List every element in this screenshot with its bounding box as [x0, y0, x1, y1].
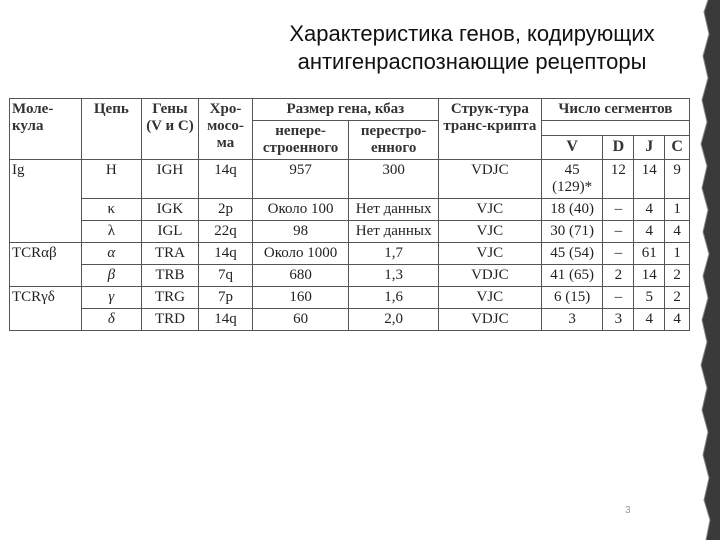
gene-cell: IGL: [141, 221, 199, 243]
seg-v-cell: 30 (71): [541, 221, 603, 243]
header-chain: Цепь: [82, 99, 142, 160]
gene-table-container: [9, 98, 690, 331]
rearranged-cell: 2,0: [349, 309, 438, 331]
table-row: [10, 160, 690, 199]
transcript-cell: VJC: [438, 199, 541, 221]
seg-c-cell: 2: [665, 287, 690, 309]
header-seg-j: J: [634, 136, 665, 160]
chain-cell: H: [82, 160, 142, 199]
seg-j-cell: 14: [634, 160, 665, 199]
table-row: [10, 221, 690, 243]
seg-c-cell: 4: [665, 309, 690, 331]
header-seg-c: C: [665, 136, 690, 160]
header-unrearranged: непере-строенного: [252, 121, 349, 160]
seg-v-cell: 41 (65): [541, 265, 603, 287]
rearranged-cell: 1,6: [349, 287, 438, 309]
chromosome-cell: 14q: [199, 160, 252, 199]
gene-cell: TRD: [141, 309, 199, 331]
seg-c-cell: 1: [665, 199, 690, 221]
seg-v-cell: 45 (129)*: [541, 160, 603, 199]
seg-j-cell: 4: [634, 199, 665, 221]
unrearranged-cell: 160: [252, 287, 349, 309]
header-seg-v: V: [541, 136, 603, 160]
molecule-cell: Ig: [10, 160, 82, 243]
seg-c-cell: 9: [665, 160, 690, 199]
seg-v-cell: 18 (40): [541, 199, 603, 221]
seg-j-cell: 14: [634, 265, 665, 287]
seg-d-cell: –: [603, 221, 634, 243]
seg-d-cell: 2: [603, 265, 634, 287]
header-genes: Гены (V и С): [141, 99, 199, 160]
seg-d-cell: 3: [603, 309, 634, 331]
slide-title: [262, 20, 682, 76]
header-row-1: [10, 99, 690, 121]
molecule-cell: TCRγδ: [10, 287, 82, 331]
chromosome-cell: 2p: [199, 199, 252, 221]
rearranged-cell: Нет данных: [349, 199, 438, 221]
chain-cell: λ: [82, 221, 142, 243]
seg-c-cell: 4: [665, 221, 690, 243]
seg-j-cell: 4: [634, 309, 665, 331]
seg-v-cell: 3: [541, 309, 603, 331]
table-row: [10, 243, 690, 265]
chain-cell: γ: [82, 287, 142, 309]
seg-d-cell: –: [603, 287, 634, 309]
gene-cell: IGH: [141, 160, 199, 199]
slide-title-line-1: Характеристика генов, кодирующих: [289, 21, 655, 46]
header-molecule: Моле-кула: [10, 99, 82, 160]
molecule-cell: TCRαβ: [10, 243, 82, 287]
seg-j-cell: 5: [634, 287, 665, 309]
gene-cell: TRA: [141, 243, 199, 265]
seg-j-cell: 4: [634, 221, 665, 243]
header-segments: Число сегментов: [541, 99, 689, 121]
transcript-cell: VJC: [438, 287, 541, 309]
gene-cell: IGK: [141, 199, 199, 221]
seg-v-cell: 45 (54): [541, 243, 603, 265]
chromosome-cell: 22q: [199, 221, 252, 243]
seg-d-cell: –: [603, 199, 634, 221]
transcript-cell: VJC: [438, 243, 541, 265]
unrearranged-cell: 957: [252, 160, 349, 199]
header-gene-size: Размер гена, кбаз: [252, 99, 438, 121]
torn-edge-decoration: [698, 0, 720, 540]
table-row: [10, 287, 690, 309]
seg-c-cell: 1: [665, 243, 690, 265]
slide-title-line-2: антигенраспознающие рецепторы: [297, 49, 647, 74]
seg-d-cell: –: [603, 243, 634, 265]
chain-cell: α: [82, 243, 142, 265]
unrearranged-cell: Около 100: [252, 199, 349, 221]
gene-table: [9, 98, 690, 331]
seg-j-cell: 61: [634, 243, 665, 265]
rearranged-cell: 1,3: [349, 265, 438, 287]
seg-v-cell: 6 (15): [541, 287, 603, 309]
seg-d-cell: 12: [603, 160, 634, 199]
header-segments-spacer: [541, 121, 689, 136]
chromosome-cell: 14q: [199, 309, 252, 331]
transcript-cell: VDJC: [438, 265, 541, 287]
table-row: [10, 265, 690, 287]
table-row: [10, 309, 690, 331]
transcript-cell: VJC: [438, 221, 541, 243]
table-row: [10, 199, 690, 221]
chromosome-cell: 7q: [199, 265, 252, 287]
chain-cell: κ: [82, 199, 142, 221]
seg-c-cell: 2: [665, 265, 690, 287]
header-rearranged: перестро-енного: [349, 121, 438, 160]
unrearranged-cell: 60: [252, 309, 349, 331]
chain-cell: δ: [82, 309, 142, 331]
rearranged-cell: 300: [349, 160, 438, 199]
unrearranged-cell: Около 1000: [252, 243, 349, 265]
unrearranged-cell: 680: [252, 265, 349, 287]
page-number: 3: [625, 505, 631, 516]
chromosome-cell: 14q: [199, 243, 252, 265]
transcript-cell: VDJC: [438, 309, 541, 331]
chromosome-cell: 7p: [199, 287, 252, 309]
rearranged-cell: 1,7: [349, 243, 438, 265]
transcript-cell: VDJC: [438, 160, 541, 199]
header-chromosome: Хро-мосо-ма: [199, 99, 252, 160]
chain-cell: β: [82, 265, 142, 287]
gene-cell: TRG: [141, 287, 199, 309]
gene-cell: TRB: [141, 265, 199, 287]
rearranged-cell: Нет данных: [349, 221, 438, 243]
header-transcript: Струк-тура транс-крипта: [438, 99, 541, 160]
header-seg-d: D: [603, 136, 634, 160]
unrearranged-cell: 98: [252, 221, 349, 243]
